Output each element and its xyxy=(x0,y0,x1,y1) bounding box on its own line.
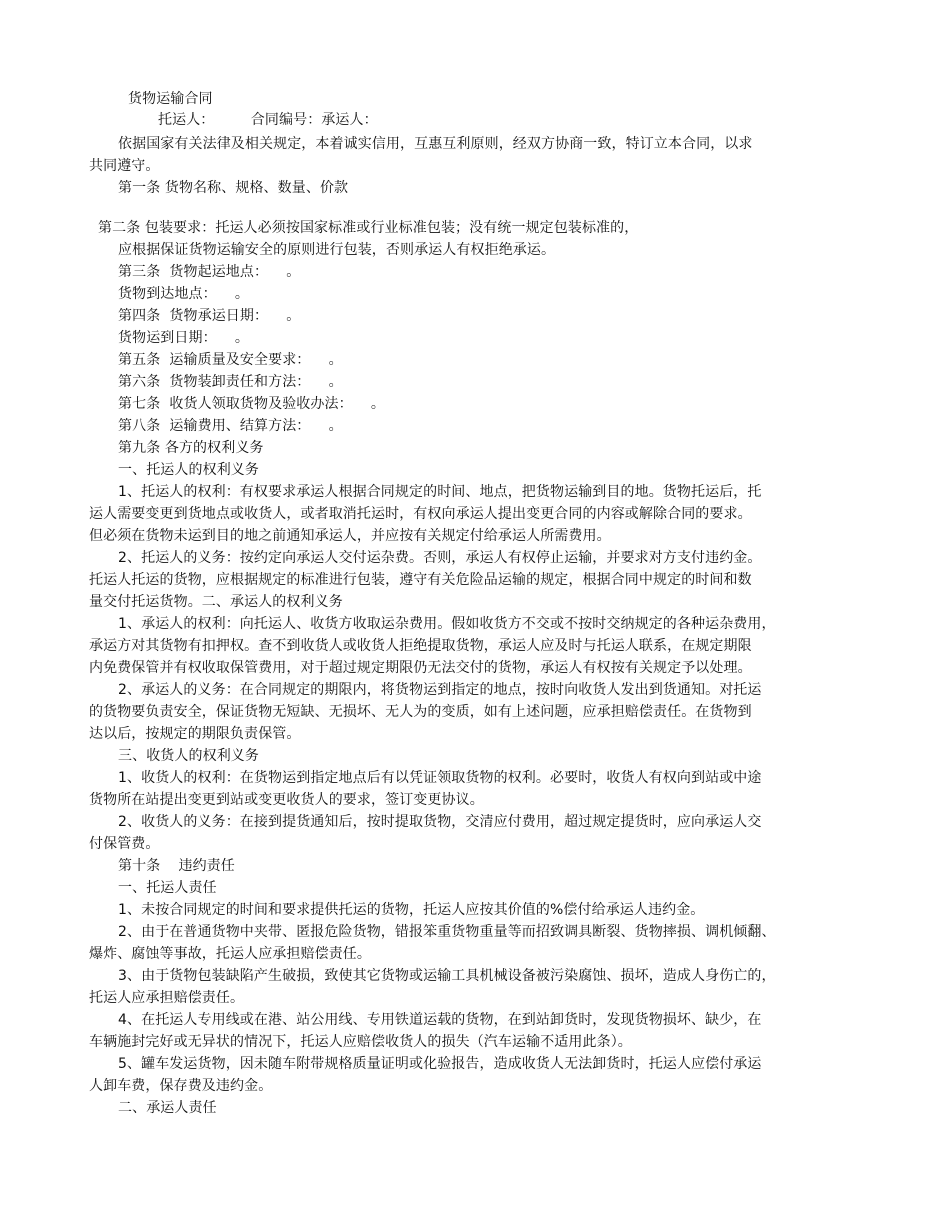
text-line: 应根据保证货物运输安全的原则进行包装，否则承运人有权拒绝承运。 xyxy=(118,242,556,258)
text-line: 货物到达地点： 。 xyxy=(118,286,250,302)
article-heading: 第八条 运输费用、结算方法： 。 xyxy=(118,418,343,434)
text-line: 2、收货人的义务：在接到提货通知后，按时提取货物，交清应付费用，超过规定提货时，应向承运人交 xyxy=(118,814,762,830)
article-heading: 第三条 货物起运地点： 。 xyxy=(118,264,301,280)
text-line: 1、托运人的权利：有权要求承运人根据合同规定的时间、地点，把货物运输到目的地。货物托运后，托 xyxy=(118,484,762,500)
text-line: 2、承运人的义务：在合同规定的期限内，将货物运到指定的地点，按时向收货人发出到货通知。对托运 xyxy=(118,682,762,698)
article-heading: 第四条 货物承运日期： 。 xyxy=(118,308,301,324)
text-line: 2、托运人的义务：按约定向承运人交付运杂费。否则，承运人有权停止运输，并要求对方支付违约金。 xyxy=(118,550,762,566)
text-line: 4、在托运人专用线或在港、站公用线、专用铁道运载的货物，在到站卸货时，发现货物损坏、缺少，在 xyxy=(118,1012,762,1028)
section-heading: 二、承运人责任 xyxy=(118,1100,217,1116)
section-heading: 一、托运人责任 xyxy=(118,880,217,896)
article-heading: 第一条 货物名称、规格、数量、价款 xyxy=(118,180,349,196)
text-line: 1、收货人的权利：在货物运到指定地点后有以凭证领取货物的权利。必要时，收货人有权向到站或中途 xyxy=(118,770,762,786)
text-line: 共同遵守。 xyxy=(89,158,160,174)
text-line: 内免费保管并有权收取保管费用，对于超过规定期限仍无法交付的货物，承运人有权按有关规定予以处理。 xyxy=(89,660,752,676)
section-heading: 三、收货人的权利义务 xyxy=(118,748,259,764)
text-line: 托运人托运的货物，应根据规定的标准进行包装，遵守有关危险品运输的规定，根据合同中规定的时间和数 xyxy=(89,572,752,588)
text-line: 3、由于货物包装缺陷产生破损，致使其它货物或运输工具机械设备被污染腐蚀、损坏，造成人身伤亡的， xyxy=(118,968,776,984)
article-heading: 第二条 包装要求：托运人必须按国家标准或行业标准包装；没有统一规定包装标准的， xyxy=(98,220,639,236)
text-line: 货物所在站提出变更到站或变更收货人的要求，签订变更协议。 xyxy=(89,792,484,808)
text-line: 的货物要负责安全，保证货物无短缺、无损坏、无人为的变质，如有上述问题，应承担赔偿责任。在货物到 xyxy=(89,704,752,720)
text-line: 依据国家有关法律及相关规定，本着诚实信用，互惠互利原则，经双方协商一致，特订立本合同，以求 xyxy=(118,136,753,152)
text-line: 货物运到日期： 。 xyxy=(118,330,250,346)
article-heading: 第十条 违约责任 xyxy=(118,858,235,874)
article-heading: 第六条 货物装卸责任和方法： 。 xyxy=(118,374,343,390)
text-line: 承运方对其货物有扣押权。查不到收货人或收货人拒绝提取货物，承运人应及时与托运人联系，在规定期限 xyxy=(89,638,752,654)
text-line: 人卸车费，保存费及违约金。 xyxy=(89,1078,273,1094)
text-line: 爆炸、腐蚀等事故，托运人应承担赔偿责任。 xyxy=(89,946,371,962)
text-line: 5、罐车发运货物，因未随车附带规格质量证明或化验报告，造成收货人无法卸货时，托运人应偿付承运 xyxy=(118,1056,762,1072)
text-line: 付保管费。 xyxy=(89,836,160,852)
text-line: 车辆施封完好或无异状的情况下，托运人应赔偿收货人的损失（汽车运输不适用此条）。 xyxy=(89,1034,632,1050)
article-heading: 第七条 收货人领取货物及验收办法： 。 xyxy=(118,396,385,412)
text-line: 2、由于在普通货物中夹带、匿报危险货物，错报笨重货物重量等而招致调具断裂、货物摔损、调机倾翻、 xyxy=(118,924,776,940)
text-line: 量交付托运货物。二、承运人的权利义务 xyxy=(89,594,343,610)
header-line: 托运人： 合同编号：承运人： xyxy=(158,112,378,128)
article-heading: 第五条 运输质量及安全要求： 。 xyxy=(118,352,343,368)
text-line: 运人需要变更到货地点或收货人，或者取消托运时，有权向承运人提出变更合同的内容或解除合同的要求。 xyxy=(89,506,752,522)
document-title: 货物运输合同 xyxy=(128,91,213,107)
article-heading: 第九条 各方的权利义务 xyxy=(118,440,264,456)
text-line: 1、承运人的权利：向托运人、收货方收取运杂费用。假如收货方不交或不按时交纳规定的各种运杂费用， xyxy=(118,616,776,632)
text-line: 1、未按合同规定的时间和要求提供托运的货物，托运人应按其价值的%偿付给承运人违约金。 xyxy=(118,902,705,918)
text-line: 托运人应承担赔偿责任。 xyxy=(89,990,245,1006)
section-heading: 一、托运人的权利义务 xyxy=(118,462,259,478)
text-line: 达以后，按规定的期限负责保管。 xyxy=(89,726,301,742)
text-line: 但必须在货物未运到目的地之前通知承运人，并应按有关规定付给承运人所需费用。 xyxy=(89,528,611,544)
